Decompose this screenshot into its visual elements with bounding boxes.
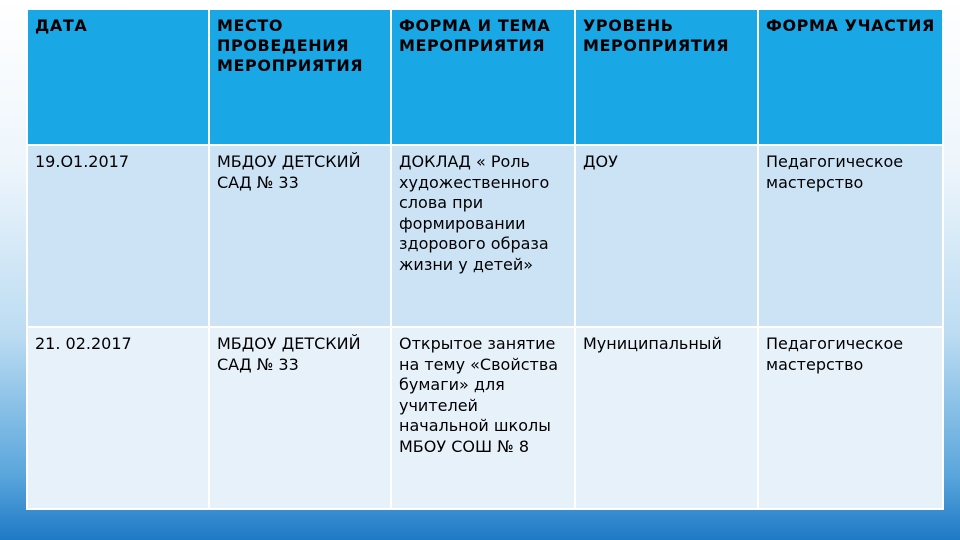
header-level: УРОВЕНЬ МЕРОПРИЯТИЯ — [575, 9, 758, 145]
cell-participation: Педагогическое мастерство — [758, 327, 943, 509]
table-header-row — [27, 9, 943, 145]
header-form-topic: ФОРМА И ТЕМА МЕРОПРИЯТИЯ — [391, 9, 575, 145]
cell-level: ДОУ — [575, 145, 758, 327]
cell-level: Муниципальный — [575, 327, 758, 509]
cell-form-topic: Открытое занятие на тему «Свойства бумаги» для учителей начальной школы МБОУ СОШ № 8 — [391, 327, 575, 509]
cell-participation: Педагогическое мастерство — [758, 145, 943, 327]
header-venue: МЕСТО ПРОВЕДЕНИЯ МЕРОПРИЯТИЯ — [209, 9, 391, 145]
cell-venue: МБДОУ ДЕТСКИЙ САД № 33 — [209, 327, 391, 509]
table-row — [27, 327, 943, 509]
events-table-container — [26, 8, 942, 510]
header-date: ДАТА — [27, 9, 209, 145]
cell-date: 21. 02.2017 — [27, 327, 209, 509]
header-participation: ФОРМА УЧАСТИЯ — [758, 9, 943, 145]
table-row — [27, 145, 943, 327]
cell-venue: МБДОУ ДЕТСКИЙ САД № 33 — [209, 145, 391, 327]
cell-date: 19.О1.2017 — [27, 145, 209, 327]
cell-form-topic: ДОКЛАД « Роль художественного слова при формировании здорового образа жизни у детей» — [391, 145, 575, 327]
events-table — [26, 8, 944, 510]
